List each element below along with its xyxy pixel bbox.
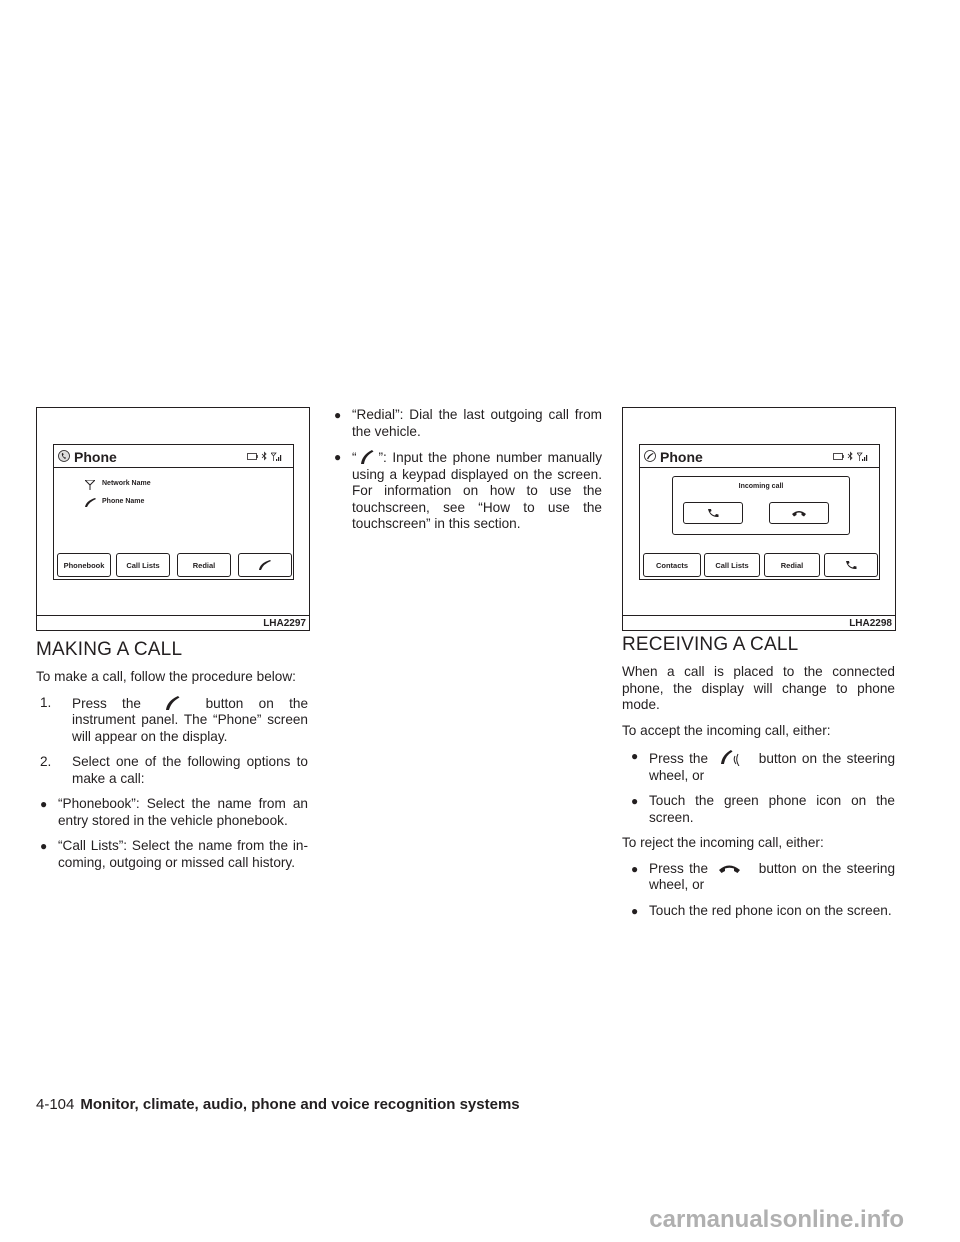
figure-caption-rule [37, 615, 309, 616]
antenna-icon [85, 480, 95, 490]
signal-icon [857, 452, 869, 461]
page-number: 4-104 [36, 1096, 75, 1113]
bullet-call-lists: ● “Call Lists”: Select the name from the in-coming, outgoing or missed call history. [40, 838, 308, 870]
bullet-icon: ● [334, 450, 342, 464]
phone-screen [53, 444, 294, 580]
battery-icon [247, 453, 258, 460]
incoming-call-popup [672, 476, 850, 535]
bluetooth-icon [847, 451, 854, 461]
dial-button[interactable] [824, 553, 878, 577]
step-1: 1. Press the button on the instrument panel. The “Phone” screen will appear on the display. [40, 694, 308, 744]
call-lists-button[interactable]: Call Lists [704, 553, 760, 577]
reject-bullet-2: ● Touch the red phone icon on the screen. [631, 902, 892, 918]
phone-keypad-icon [357, 449, 379, 465]
accept-call-icon [706, 508, 720, 518]
screen-header-rule [640, 467, 879, 468]
figure-label: LHA2298 [849, 618, 892, 629]
phone-name: Phone Name [102, 498, 145, 505]
section-heading: RECEIVING A CALL [622, 634, 799, 655]
page-footer [36, 1096, 520, 1113]
step-2: 2. Select one of the following options to make a call: [40, 754, 308, 786]
phone-app-icon [644, 450, 656, 462]
reject-call-button[interactable] [769, 502, 829, 524]
bluetooth-icon [261, 451, 268, 461]
bullet-icon: ● [631, 749, 639, 763]
figure-incoming-call-screen [622, 407, 896, 631]
phone-handset-icon [258, 559, 272, 571]
battery-icon [833, 453, 844, 460]
reject-intro: To reject the incoming call, either: [622, 835, 824, 850]
phone-screen [639, 444, 880, 580]
section-heading: MAKING A CALL [36, 639, 183, 660]
bullet-phonebook: ● “Phonebook”: Select the name from an entry stored in the vehicle phonebook. [40, 796, 308, 828]
signal-icon [271, 452, 283, 461]
network-name: Network Name [102, 480, 151, 487]
screen-title: Phone [660, 449, 703, 465]
bullet-redial: ● “Redial”: Dial the last outgoing call from the vehicle. [334, 407, 602, 439]
status-icons [247, 451, 283, 461]
making-a-call-section-cont [330, 407, 602, 533]
accept-bullet-1: ● Press the button on the steering wheel, or [631, 749, 896, 783]
popup-title: Incoming call [738, 483, 784, 490]
section-title: Monitor, climate, audio, phone and voice recognition systems [80, 1096, 520, 1113]
dial-keypad-button[interactable] [238, 553, 292, 577]
bullet-icon: ● [631, 861, 639, 876]
accept-intro: To accept the incoming call, either: [622, 722, 831, 738]
accept-call-button[interactable] [683, 502, 743, 524]
watermark: carmanualsonline.info [649, 1206, 904, 1233]
reject-bullet-1: ● Press the button on the steering wheel, or [631, 860, 896, 892]
intro-text: When a call is placed to the connected phone, the display will change to phone mode. [622, 664, 895, 712]
bullet-icon: ● [40, 797, 48, 811]
redial-button[interactable]: Redial [764, 553, 820, 577]
call-lists-button[interactable]: Call Lists [116, 553, 170, 577]
phone-button-icon [156, 695, 190, 711]
phonebook-button[interactable]: Phonebook [57, 553, 111, 577]
accept-bullet-2: ● Touch the green phone icon on the screen. [631, 793, 895, 825]
bullet-icon: ● [631, 794, 639, 808]
bullet-icon: ● [631, 903, 639, 918]
bullet-icon: ● [40, 839, 48, 853]
phone-icon [84, 497, 97, 508]
hang-up-icon [713, 862, 753, 876]
contacts-button[interactable]: Contacts [643, 553, 701, 577]
figure-caption-rule [623, 615, 895, 616]
figure-label: LHA2297 [263, 618, 306, 629]
screen-header-rule [54, 467, 293, 468]
figure-phone-screen [36, 407, 310, 631]
intro-text: To make a call, follow the procedure below: [36, 669, 296, 684]
reject-call-icon [791, 509, 807, 517]
status-icons [833, 451, 869, 461]
bullet-keypad: ● “ ”: Input the phone number manually using a keypad displayed on the screen. For information on how to use the touchscreen, see “How to use the touchscreen” in this section. [334, 450, 602, 531]
receiving-a-call-section [622, 634, 895, 919]
phone-handset-icon [844, 560, 858, 570]
bullet-icon: ● [334, 408, 342, 422]
redial-button[interactable]: Redial [177, 553, 231, 577]
phone-app-icon [58, 450, 70, 462]
making-a-call-section [36, 639, 308, 871]
steering-phone-icon [713, 748, 753, 766]
screen-title: Phone [74, 449, 117, 465]
